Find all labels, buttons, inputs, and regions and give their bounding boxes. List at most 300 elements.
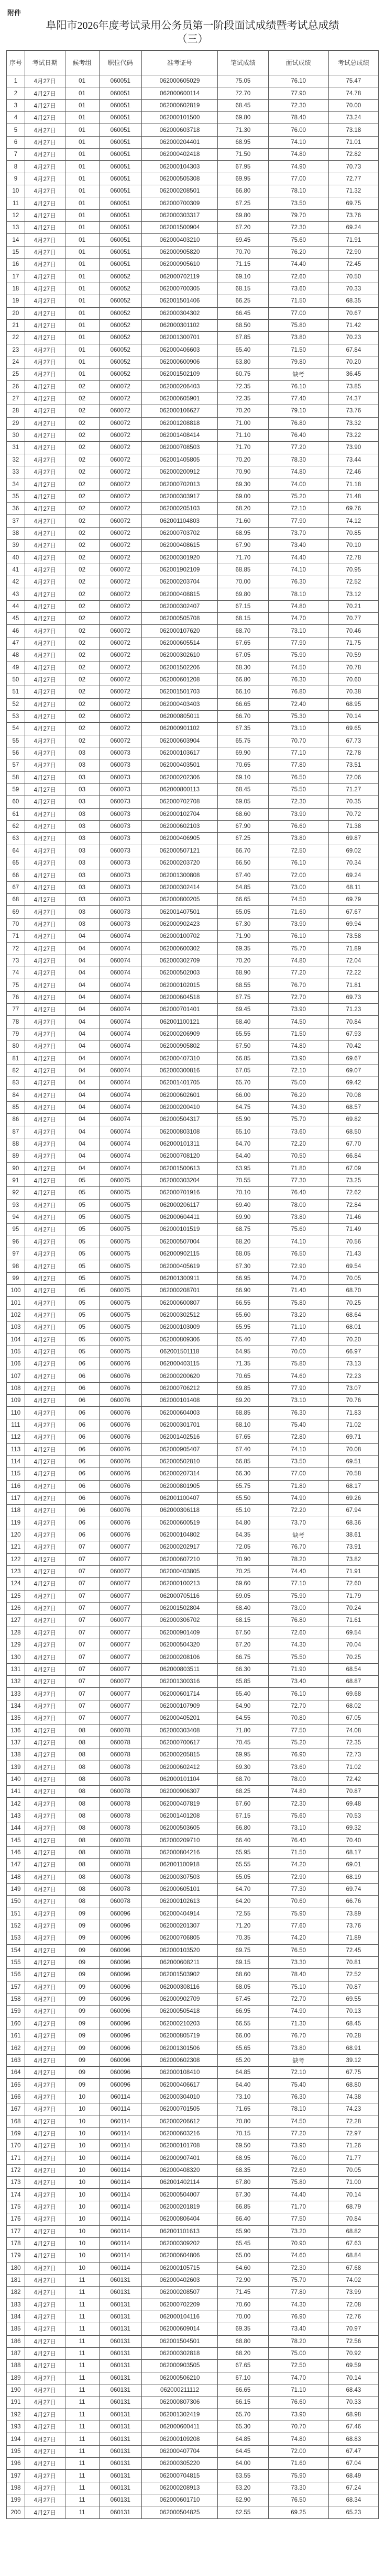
- row-index-cell: 29: [7, 417, 25, 429]
- position-code-cell: 060075: [99, 1248, 141, 1260]
- total-score-cell: 73.90: [328, 442, 378, 454]
- group-cell: 04: [65, 991, 99, 1003]
- written-score-cell: 66.00: [218, 2030, 268, 2042]
- written-score-cell: 66.80: [218, 185, 268, 197]
- total-score-cell: 70.87: [328, 1981, 378, 1993]
- exam-date-cell: 4月27日: [25, 955, 65, 967]
- position-code-cell: 060096: [99, 2030, 141, 2042]
- group-cell: 09: [65, 1920, 99, 1932]
- row-index-cell: 125: [7, 1590, 25, 1602]
- ticket-number-cell: 062000408320: [141, 2164, 217, 2176]
- group-cell: 05: [65, 1187, 99, 1199]
- row-index-cell: 48: [7, 649, 25, 662]
- row-index-cell: 117: [7, 1492, 25, 1504]
- total-score-cell: 71.49: [328, 1224, 378, 1236]
- written-score-cell: 72.55: [218, 1908, 268, 1920]
- group-cell: 05: [65, 1285, 99, 1297]
- position-code-cell: 060073: [99, 820, 141, 832]
- exam-date-cell: 4月27日: [25, 1639, 65, 1651]
- exam-date-cell: 4月27日: [25, 1981, 65, 1993]
- position-code-cell: 060072: [99, 637, 141, 649]
- exam-date-cell: 4月27日: [25, 405, 65, 417]
- total-score-cell: 68.70: [328, 1285, 378, 1297]
- table-row: [7, 735, 379, 747]
- row-index-cell: 104: [7, 1334, 25, 1346]
- ticket-number-cell: 062000901409: [141, 1627, 217, 1639]
- interview-score-cell: 77.90: [268, 515, 328, 527]
- ticket-number-cell: 062000905820: [141, 246, 217, 258]
- total-score-cell: 75.47: [328, 75, 378, 87]
- total-score-cell: 67.09: [328, 1162, 378, 1174]
- ticket-number-cell: 062000103520: [141, 1944, 217, 1956]
- group-cell: 05: [65, 1346, 99, 1358]
- ticket-number-cell: 062000403805: [141, 1565, 217, 1577]
- row-index-cell: 23: [7, 344, 25, 356]
- group-cell: 01: [65, 99, 99, 111]
- total-score-cell: 68.54: [328, 1663, 378, 1675]
- row-index-cell: 35: [7, 490, 25, 502]
- exam-date-cell: 4月27日: [25, 380, 65, 393]
- group-cell: 09: [65, 2018, 99, 2030]
- interview-score-cell: 72.30: [268, 99, 328, 111]
- written-score-cell: 68.60: [218, 808, 268, 820]
- written-score-cell: 71.30: [218, 124, 268, 136]
- written-score-cell: 66.75: [218, 1651, 268, 1663]
- interview-score-cell: 74.40: [268, 1565, 328, 1577]
- position-code-cell: 060078: [99, 1724, 141, 1737]
- table-row: [7, 1150, 379, 1162]
- group-cell: 03: [65, 820, 99, 832]
- exam-date-cell: 4月27日: [25, 2177, 65, 2189]
- row-index-cell: 118: [7, 1505, 25, 1517]
- group-cell: 02: [65, 637, 99, 649]
- total-score-cell: 36.45: [328, 368, 378, 380]
- total-score-cell: 70.78: [328, 662, 378, 674]
- exam-date-cell: 4月27日: [25, 1553, 65, 1565]
- position-code-cell: 060131: [99, 2506, 141, 2518]
- group-cell: 02: [65, 600, 99, 612]
- exam-date-cell: 4月27日: [25, 2201, 65, 2213]
- position-code-cell: 060114: [99, 2262, 141, 2274]
- row-index-cell: 176: [7, 2213, 25, 2225]
- ticket-number-cell: 062001501406: [141, 295, 217, 307]
- position-code-cell: 060096: [99, 1908, 141, 1920]
- exam-date-cell: 4月27日: [25, 1810, 65, 1822]
- interview-score-cell: 73.60: [268, 1126, 328, 1138]
- ticket-number-cell: 062000609014: [141, 2323, 217, 2335]
- written-score-cell: 69.35: [218, 2323, 268, 2335]
- interview-score-cell: 74.60: [268, 2250, 328, 2262]
- group-cell: 03: [65, 783, 99, 796]
- row-index-cell: 172: [7, 2164, 25, 2176]
- exam-date-cell: 4月27日: [25, 1786, 65, 1798]
- table-row: [7, 234, 379, 246]
- exam-date-cell: 4月27日: [25, 552, 65, 564]
- interview-score-cell: 73.90: [268, 2409, 328, 2421]
- ticket-number-cell: 062000201819: [141, 2201, 217, 2213]
- written-score-cell: 70.00: [218, 576, 268, 588]
- table-row: [7, 1737, 379, 1749]
- exam-date-cell: 4月27日: [25, 771, 65, 783]
- group-cell: 11: [65, 2409, 99, 2421]
- group-cell: 04: [65, 955, 99, 967]
- table-row: [7, 1798, 379, 1810]
- group-cell: 02: [65, 649, 99, 662]
- total-score-cell: 72.60: [328, 1578, 378, 1590]
- interview-score-cell: 70.90: [268, 2237, 328, 2249]
- group-cell: 08: [65, 1859, 99, 1871]
- row-index-cell: 165: [7, 2079, 25, 2091]
- table-row: [7, 1309, 379, 1321]
- interview-score-cell: 74.80: [268, 600, 328, 612]
- ticket-number-cell: 062000407704: [141, 2445, 217, 2457]
- written-score-cell: 64.35: [218, 1529, 268, 1541]
- interview-score-cell: 76.40: [268, 429, 328, 441]
- written-score-cell: 67.90: [218, 540, 268, 552]
- table-row: [7, 368, 379, 380]
- position-code-cell: 060051: [99, 234, 141, 246]
- written-score-cell: 69.20: [218, 1395, 268, 1407]
- ticket-number-cell: 062001300911: [141, 1272, 217, 1284]
- ticket-number-cell: 062000708503: [141, 442, 217, 454]
- group-cell: 09: [65, 1932, 99, 1944]
- exam-date-cell: 4月27日: [25, 503, 65, 515]
- interview-score-cell: 74.40: [268, 2189, 328, 2201]
- position-code-cell: 060077: [99, 1700, 141, 1712]
- row-index-cell: 160: [7, 2018, 25, 2030]
- position-code-cell: 060077: [99, 1627, 141, 1639]
- exam-date-cell: 4月27日: [25, 1358, 65, 1370]
- exam-date-cell: 4月27日: [25, 1126, 65, 1138]
- position-code-cell: 060096: [99, 1920, 141, 1932]
- row-index-cell: 81: [7, 1052, 25, 1065]
- table-row: [7, 1419, 379, 1431]
- group-cell: 01: [65, 332, 99, 344]
- group-cell: 01: [65, 149, 99, 161]
- group-cell: 03: [65, 918, 99, 930]
- group-cell: 11: [65, 2396, 99, 2409]
- position-code-cell: 060114: [99, 2237, 141, 2249]
- written-score-cell: 67.35: [218, 723, 268, 735]
- exam-date-cell: 4月27日: [25, 1260, 65, 1272]
- exam-date-cell: 4月27日: [25, 894, 65, 906]
- group-cell: 10: [65, 2225, 99, 2237]
- ticket-number-cell: 062000407310: [141, 1052, 217, 1065]
- table-row: [7, 576, 379, 588]
- interview-score-cell: 71.50: [268, 1028, 328, 1040]
- position-code-cell: 060073: [99, 771, 141, 783]
- group-cell: 11: [65, 2421, 99, 2433]
- exam-date-cell: 4月27日: [25, 1944, 65, 1956]
- written-score-cell: 68.95: [218, 2152, 268, 2164]
- interview-score-cell: 76.80: [268, 417, 328, 429]
- interview-score-cell: 75.80: [268, 319, 328, 331]
- table-row: [7, 1492, 379, 1504]
- group-cell: 02: [65, 564, 99, 576]
- position-code-cell: 060051: [99, 149, 141, 161]
- group-cell: 07: [65, 1688, 99, 1700]
- row-index-cell: 89: [7, 1150, 25, 1162]
- row-index-cell: 140: [7, 1773, 25, 1785]
- position-code-cell: 060131: [99, 2433, 141, 2445]
- interview-score-cell: 73.00: [268, 881, 328, 893]
- table-row: [7, 332, 379, 344]
- table-row: [7, 1993, 379, 2005]
- interview-score-cell: 73.10: [268, 1822, 328, 1834]
- ticket-number-cell: 062000604806: [141, 2250, 217, 2262]
- ticket-number-cell: 062000902423: [141, 918, 217, 930]
- table-row: [7, 1932, 379, 1944]
- total-score-cell: 69.24: [328, 222, 378, 234]
- total-score-cell: 73.76: [328, 1920, 378, 1932]
- ticket-number-cell: 062000605029: [141, 75, 217, 87]
- interview-score-cell: 72.10: [268, 1065, 328, 1077]
- table-row: [7, 246, 379, 258]
- exam-date-cell: 4月27日: [25, 209, 65, 221]
- row-index-cell: 5: [7, 124, 25, 136]
- group-cell: 06: [65, 1431, 99, 1443]
- written-score-cell: 67.90: [218, 820, 268, 832]
- ticket-number-cell: 062000406603: [141, 344, 217, 356]
- written-score-cell: 65.05: [218, 906, 268, 918]
- row-index-cell: 90: [7, 1162, 25, 1174]
- row-index-cell: 70: [7, 918, 25, 930]
- exam-date-cell: 4月27日: [25, 845, 65, 857]
- position-code-cell: 060078: [99, 1859, 141, 1871]
- row-index-cell: 42: [7, 576, 25, 588]
- written-score-cell: 64.90: [218, 1700, 268, 1712]
- written-score-cell: 67.45: [218, 1993, 268, 2005]
- position-code-cell: 060073: [99, 881, 141, 893]
- written-score-cell: 67.05: [218, 649, 268, 662]
- written-score-cell: 65.90: [218, 1114, 268, 1126]
- total-score-cell: 70.08: [328, 1443, 378, 1455]
- table-row: [7, 466, 379, 478]
- ticket-number-cell: 062000305220: [141, 2458, 217, 2470]
- exam-date-cell: 4月27日: [25, 943, 65, 955]
- position-code-cell: 060052: [99, 295, 141, 307]
- total-score-cell: 70.76: [328, 1395, 378, 1407]
- written-score-cell: 67.30: [218, 2189, 268, 2201]
- table-row: [7, 149, 379, 161]
- total-score-cell: 70.14: [328, 2189, 378, 2201]
- interview-score-cell: 78.00: [268, 1773, 328, 1785]
- group-cell: 10: [65, 2127, 99, 2140]
- interview-score-cell: 73.80: [268, 833, 328, 845]
- written-score-cell: 65.95: [218, 1321, 268, 1334]
- interview-score-cell: 76.90: [268, 1749, 328, 1761]
- table-row: [7, 2018, 379, 2030]
- ticket-number-cell: 062000506210: [141, 2372, 217, 2384]
- written-score-cell: 66.95: [218, 1272, 268, 1284]
- interview-score-cell: 74.30: [268, 1101, 328, 1113]
- total-score-cell: 68.11: [328, 881, 378, 893]
- table-row: [7, 1920, 379, 1932]
- interview-score-cell: 74.00: [268, 478, 328, 490]
- written-score-cell: 71.60: [218, 515, 268, 527]
- exam-date-cell: 4月27日: [25, 2030, 65, 2042]
- exam-date-cell: 4月27日: [25, 1431, 65, 1443]
- group-cell: 08: [65, 1896, 99, 1908]
- group-cell: 04: [65, 931, 99, 943]
- position-code-cell: 060076: [99, 1480, 141, 1492]
- position-code-cell: 060096: [99, 2054, 141, 2066]
- total-score-cell: 71.18: [328, 478, 378, 490]
- table-row: [7, 759, 379, 771]
- total-score-cell: 73.18: [328, 124, 378, 136]
- interview-score-cell: 76.30: [268, 576, 328, 588]
- total-score-cell: 70.84: [328, 1016, 378, 1028]
- position-code-cell: 060114: [99, 2127, 141, 2140]
- written-score-cell: 67.20: [218, 1639, 268, 1651]
- table-row: [7, 1077, 379, 1089]
- total-score-cell: 67.63: [328, 2237, 378, 2249]
- position-code-cell: 060074: [99, 1162, 141, 1174]
- position-code-cell: 060072: [99, 662, 141, 674]
- written-score-cell: 64.95: [218, 1346, 268, 1358]
- exam-date-cell: 4月27日: [25, 2311, 65, 2323]
- exam-date-cell: 4月27日: [25, 783, 65, 796]
- table-row: [7, 1712, 379, 1724]
- position-code-cell: 060074: [99, 1004, 141, 1016]
- position-code-cell: 060074: [99, 1114, 141, 1126]
- total-score-cell: 71.02: [328, 1761, 378, 1773]
- interview-score-cell: 72.50: [268, 2360, 328, 2372]
- row-index-cell: 87: [7, 1126, 25, 1138]
- ticket-number-cell: 062001502804: [141, 1602, 217, 1614]
- group-cell: 02: [65, 503, 99, 515]
- exam-date-cell: 4月27日: [25, 332, 65, 344]
- interview-score-cell: 76.30: [268, 2091, 328, 2103]
- table-row: [7, 75, 379, 87]
- total-score-cell: 71.48: [328, 490, 378, 502]
- row-index-cell: 171: [7, 2152, 25, 2164]
- group-cell: 01: [65, 356, 99, 368]
- written-score-cell: 64.85: [218, 2067, 268, 2079]
- position-code-cell: 060096: [99, 1993, 141, 2005]
- row-index-cell: 4: [7, 112, 25, 124]
- exam-date-cell: 4月27日: [25, 918, 65, 930]
- total-score-cell: 69.76: [328, 503, 378, 515]
- interview-score-cell: 74.80: [268, 1786, 328, 1798]
- group-cell: 10: [65, 2201, 99, 2213]
- group-cell: 04: [65, 1089, 99, 1101]
- position-code-cell: 060074: [99, 1016, 141, 1028]
- written-score-cell: 69.45: [218, 234, 268, 246]
- row-index-cell: 95: [7, 1224, 25, 1236]
- written-score-cell: 70.00: [218, 2311, 268, 2323]
- ticket-number-cell: 062001100918: [141, 1859, 217, 1871]
- table-row: [7, 783, 379, 796]
- ticket-number-cell: 062000700309: [141, 197, 217, 209]
- interview-score-cell: 72.20: [268, 1505, 328, 1517]
- row-index-cell: 74: [7, 967, 25, 979]
- position-code-cell: 060072: [99, 710, 141, 722]
- total-score-cell: 68.95: [328, 698, 378, 710]
- row-index-cell: 131: [7, 1663, 25, 1675]
- exam-date-cell: 4月27日: [25, 2421, 65, 2433]
- ticket-number-cell: 062000607210: [141, 1553, 217, 1565]
- ticket-number-cell: 062000205103: [141, 503, 217, 515]
- total-score-cell: 68.91: [328, 2042, 378, 2054]
- total-score-cell: 70.05: [328, 1272, 378, 1284]
- interview-score-cell: 70.50: [268, 1150, 328, 1162]
- interview-score-cell: 72.30: [268, 1798, 328, 1810]
- total-score-cell: 71.91: [328, 234, 378, 246]
- ticket-number-cell: 062000403210: [141, 234, 217, 246]
- position-code-cell: 060096: [99, 1944, 141, 1956]
- exam-date-cell: 4月27日: [25, 234, 65, 246]
- total-score-cell: 72.73: [328, 1749, 378, 1761]
- exam-date-cell: 4月27日: [25, 490, 65, 502]
- position-code-cell: 060131: [99, 2360, 141, 2372]
- group-cell: 01: [65, 136, 99, 148]
- group-cell: 07: [65, 1578, 99, 1590]
- group-cell: 06: [65, 1382, 99, 1394]
- row-index-cell: 21: [7, 319, 25, 331]
- position-code-cell: 060078: [99, 1798, 141, 1810]
- written-score-cell: 68.45: [218, 783, 268, 796]
- total-score-cell: 70.38: [328, 686, 378, 698]
- written-score-cell: 69.00: [218, 490, 268, 502]
- total-score-cell: 73.85: [328, 380, 378, 393]
- interview-score-cell: 79.70: [268, 209, 328, 221]
- total-score-cell: 70.42: [328, 1040, 378, 1052]
- group-cell: 04: [65, 1114, 99, 1126]
- table-row: [7, 931, 379, 943]
- ticket-number-cell: 062001501118: [141, 1346, 217, 1358]
- interview-score-cell: 74.80: [268, 149, 328, 161]
- written-score-cell: 65.70: [218, 1077, 268, 1089]
- row-index-cell: 184: [7, 2311, 25, 2323]
- interview-score-cell: 74.20: [268, 1859, 328, 1871]
- row-index-cell: 34: [7, 478, 25, 490]
- table-row: [7, 2311, 379, 2323]
- table-row: [7, 1431, 379, 1443]
- written-score-cell: 66.10: [218, 686, 268, 698]
- position-code-cell: 060052: [99, 356, 141, 368]
- position-code-cell: 060074: [99, 1040, 141, 1052]
- row-index-cell: 51: [7, 686, 25, 698]
- written-score-cell: 68.40: [218, 1016, 268, 1028]
- position-code-cell: 060051: [99, 124, 141, 136]
- position-code-cell: 060076: [99, 1468, 141, 1480]
- table-row: [7, 185, 379, 197]
- group-cell: 02: [65, 405, 99, 417]
- ticket-number-cell: 062000203704: [141, 576, 217, 588]
- position-code-cell: 060077: [99, 1676, 141, 1688]
- exam-date-cell: 4月27日: [25, 2274, 65, 2286]
- total-score-cell: 72.46: [328, 466, 378, 478]
- table-row: [7, 2323, 379, 2335]
- interview-score-cell: 73.50: [268, 197, 328, 209]
- row-index-cell: 64: [7, 845, 25, 857]
- row-index-cell: 54: [7, 723, 25, 735]
- table-row: [7, 1187, 379, 1199]
- row-index-cell: 93: [7, 1199, 25, 1211]
- written-score-cell: 69.95: [218, 173, 268, 185]
- table-row: [7, 503, 379, 515]
- total-score-cell: 74.38: [328, 2091, 378, 2103]
- exam-date-cell: 4月27日: [25, 710, 65, 722]
- table-row: [7, 1395, 379, 1407]
- interview-score-cell: 73.70: [268, 1517, 328, 1529]
- table-header-row: [7, 51, 379, 75]
- row-index-cell: 194: [7, 2433, 25, 2445]
- total-score-cell: 70.13: [328, 2006, 378, 2018]
- position-code-cell: 060072: [99, 478, 141, 490]
- written-score-cell: 63.55: [218, 2470, 268, 2482]
